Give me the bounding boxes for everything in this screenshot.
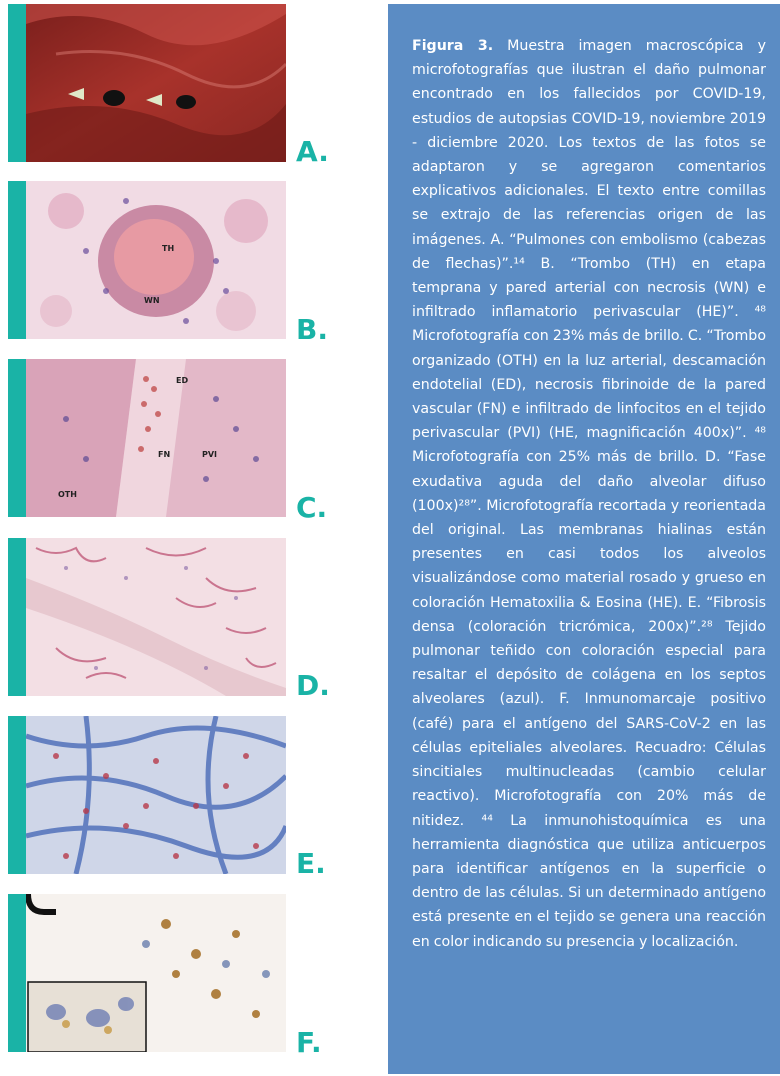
panel-c-tag-fn: FN [158,450,171,459]
panel-a [8,4,286,162]
panel-b-label: B. [296,313,328,346]
panel-d [8,538,286,696]
panel-d-micrograph [26,538,286,696]
caption-lead: Figura 3. [412,38,494,54]
panel-e-label: E. [296,847,326,880]
panel-c-label: C. [296,491,328,524]
panel-f-micrograph [26,894,286,1052]
panel-e-accent-bar [8,716,26,874]
panel-f-accent-bar [8,894,26,1052]
panel-e [8,716,286,874]
figure-caption [388,4,780,1074]
panel-c-tag-pvi: PVI [202,450,218,459]
caption-text [412,34,766,954]
caption-body: Muestra imagen macroscópica y microfotografías que ilustran el daño pulmonar encontrado en los fallecidos por COVID-19, estudios de autopsias COVID-19, noviembre 2019 - diciembre 2020. Los textos de las fotos se adaptaron y se agregaron comentarios explicativos adicionales. El texto entre comillas se extrajo de las referencias origen de las imágenes. A. “Pulmones con embolismo (cabezas de flechas)”.¹⁴ B. “Trombo (TH) en etapa temprana y pared arterial con necrosis (WN) e infiltrado inflamatorio perivascular (HE)”. ⁴⁸ Microfotografía con 23% más de brillo. C. “Trombo organizado (OTH) en la luz arterial, descamación endotelial (ED), necrosis fibrinoide de la pared vascular (FN) e infiltrado de linfocitos en el tejido perivascular (PVI) (HE, magnificación 400x)”. ⁴⁸ Microfotografía con 25% más de brillo. D. “Fase exudativa aguda del daño alveolar difuso (100x)²⁸”. Microfotografía recortada y reorientada del original. Las membranas hialinas están presentes en casi todos los alveolos visualizándose como material rosado y grueso en coloración Hematoxilia & Eosina (HE). E. “Fibrosis densa (coloración tricrómica, 200x)”.²⁸ Tejido pulmonar teñido con coloración especial para resaltar el depósito de colágena en los septos alveolares (azul). F. Inmunomarcaje positivo (café) para el antígeno del SARS-CoV-2 en las células epiteliales alveolares. Recuadro: Células sincitiales multinucleadas (cambio celular reactivo). Microfotografía con 20% más de nitidez. ⁴⁴ La inmunohistoquímica es una herramienta diagnóstica que utiliza anticuerpos para identificar antígenos en la superficie o dentro de las células. Si un determinado antígeno está presente en el tejido se genera una reacción en color indicando su presencia y localización. [412,38,766,950]
panel-f [8,894,286,1052]
panel-c-micrograph [26,359,286,517]
panel-e-micrograph [26,716,286,874]
panel-c-accent-bar [8,359,26,517]
panel-d-label: D. [296,669,330,702]
panel-a-accent-bar [8,4,26,162]
panel-b-tag-wn: WN [144,296,160,305]
panel-c [8,359,286,517]
panel-b [8,181,286,339]
panel-c-tag-ed: ED [176,376,189,385]
panel-c-tag-oth: OTH [58,490,77,499]
panel-a-label: A. [296,135,329,168]
panel-b-tag-th: TH [162,244,175,253]
panel-a-lung-photo [26,4,286,162]
panel-f-label: F. [296,1026,322,1059]
panel-b-micrograph [26,181,286,339]
panel-b-accent-bar [8,181,26,339]
panel-d-accent-bar [8,538,26,696]
